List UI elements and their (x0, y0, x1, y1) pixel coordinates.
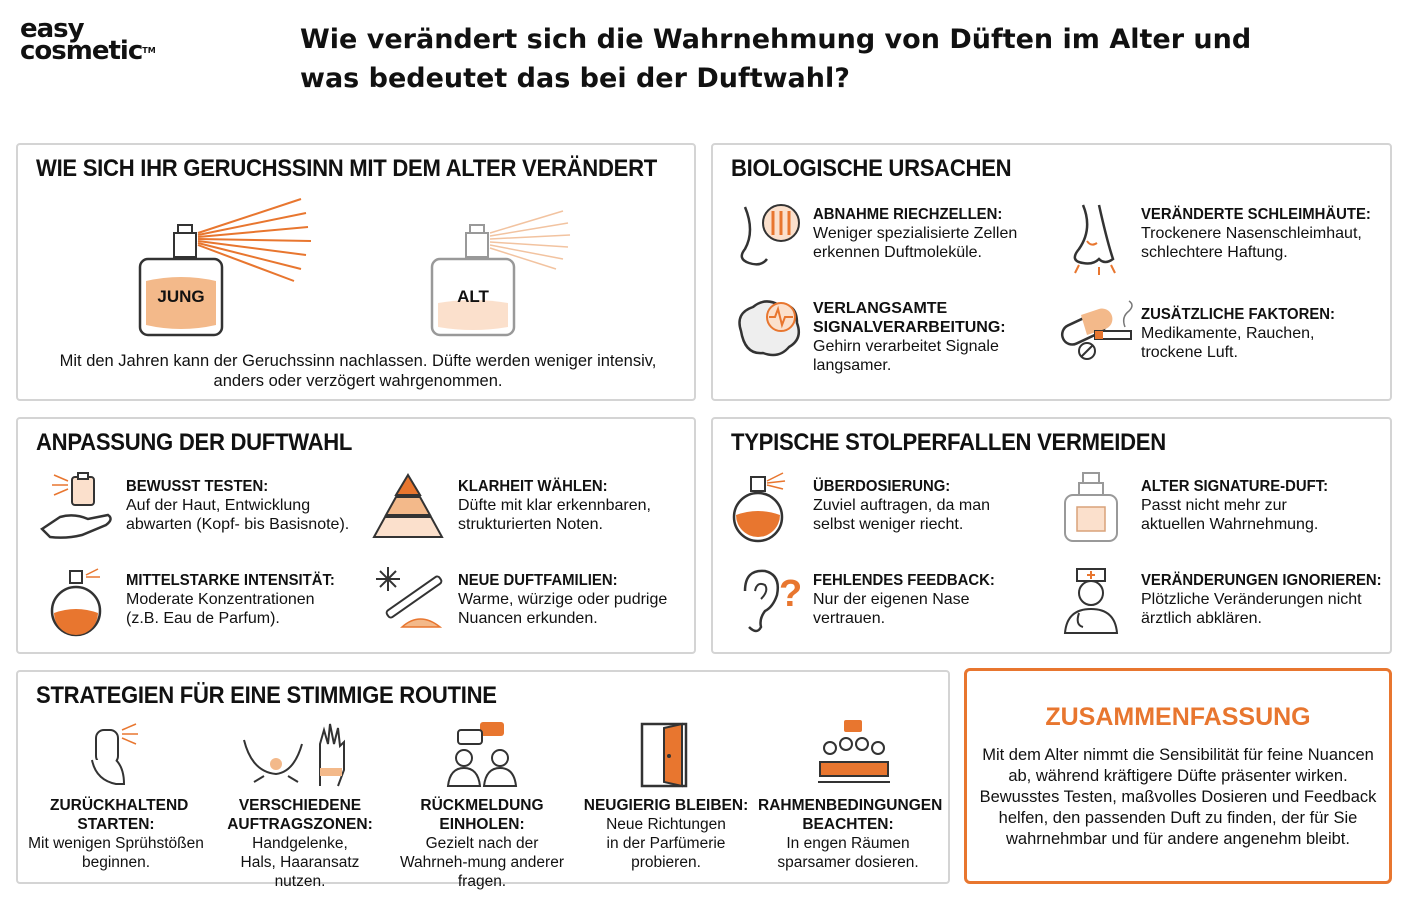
strategies-heading: STRATEGIEN FÜR EINE STIMMIGE ROUTINE (36, 682, 497, 709)
summary-text: Mit dem Alter nimmt die Sensibilität für feine Nuancen ab, während kräftigere Düfte präsenter wirken. Bewusstes Testen, maßvolles Dosieren und Feedback helfen, den passenden Duft zu finden, der für Sie wahrnehmbar und für andere angenehm bleibt. (979, 746, 1377, 848)
adapt-item-intensity-title: MITTELSTARKE INTENSITÄT: (126, 572, 335, 589)
young-perfume-icon (136, 193, 336, 343)
bio-item-factors-text: Medikamente, Rauchen, trockene Luft. (1141, 325, 1315, 361)
people-chat-icon (444, 720, 524, 790)
smell-change-heading: WIE SICH IHR GERUCHSSINN MIT DEM ALTER VERÄNDERT (36, 155, 657, 182)
bio-causes-heading: BIOLOGISCHE URSACHEN (731, 155, 1012, 182)
strategy-zones-text: Handgelenke, Hals, Haaransatz nutzen. (240, 835, 360, 890)
pitfall-item-signature-title: ALTER SIGNATURE-DUFT: (1141, 478, 1329, 495)
spray-bottle-icon (731, 473, 811, 543)
bio-item-signal-text: Gehirn verarbeitet Signale langsamer. (813, 338, 999, 374)
adapt-item-test-text: Auf der Haut, Entwicklung abwarten (Kopf- bis Basisnote). (126, 497, 350, 533)
spray-hand-icon (86, 720, 156, 790)
strategies-panel (16, 670, 950, 890)
neck-wrist-icon (240, 720, 350, 790)
strategy-start-text: Mit wenigen Sprühstößen beginnen. (28, 835, 204, 871)
page-title: Wie verändert sich die Wahrnehmung von Düften im Alter und was bedeutet das bei der Duftwahl? (300, 24, 1252, 94)
doctor-icon (1059, 567, 1139, 637)
bio-item-factors-title: ZUSÄTZLICHE FAKTOREN: (1141, 306, 1335, 323)
bio-item-membrane-text: Trockenere Nasenschleimhaut, schlechtere Haftung. (1141, 225, 1362, 261)
pitfall-item-ignore-text: Plötzliche Veränderungen nicht ärztlich abklären. (1141, 591, 1362, 627)
bio-item-cells-text: Weniger spezialisierte Zellen erkennen Duftmoleküle. (813, 225, 1018, 261)
pitfall-item-overdose-text: Zuviel auftragen, da man selbst weniger riecht. (813, 497, 990, 533)
pitfall-item-overdose-title: ÜBERDOSIERUNG: (813, 478, 951, 495)
pitfall-item-ignore-title: VERÄNDERUNGEN IGNORIEREN: (1141, 572, 1382, 589)
strategy-zones-title: VERSCHIEDENE AUFTRAGSZONEN: (227, 797, 373, 833)
old-bottle-icon (1059, 473, 1139, 543)
ear-question-icon (735, 567, 815, 637)
strategy-item-curious (576, 796, 756, 872)
adapt-panel (16, 417, 696, 654)
bio-item-membrane-title: VERÄNDERTE SCHLEIMHÄUTE: (1141, 206, 1371, 223)
old-perfume-icon (428, 193, 628, 343)
adapt-item-intensity-text: Moderate Konzentrationen (z.B. Eau de Parfum). (126, 591, 315, 627)
pitfalls-panel (711, 417, 1392, 654)
bio-item-signal-title: VERLANGSAMTE SIGNALVERARBEITUNG: (813, 300, 1006, 336)
summary-heading: ZUSAMMENFASSUNG (1045, 703, 1311, 731)
nose-membrane-icon (1059, 201, 1139, 271)
pitfall-item-feedback-title: FEHLENDES FEEDBACK: (813, 572, 995, 589)
adapt-item-clarity-text: Düfte mit klar erkennbaren, strukturierten Noten. (458, 497, 651, 533)
strategy-item-zones (210, 796, 390, 891)
strategy-curious-text: Neue Richtungen in der Parfümerie probieren. (606, 816, 726, 871)
strategy-feedback-text: Gezielt nach der Wahrneh-mung anderer fragen. (400, 835, 564, 890)
strategy-conditions-title: RAHMENBEDINGUNGEN BEACHTEN: (758, 797, 943, 833)
pill-cigarette-icon (1059, 301, 1139, 371)
pitfall-item-feedback-text: Nur der eigenen Nase vertrauen. (813, 591, 970, 627)
adapt-item-families-title: NEUE DUFTFAMILIEN: (458, 572, 618, 589)
pitfalls-heading: TYPISCHE STOLPERFALLEN VERMEIDEN (731, 429, 1166, 456)
strategy-start-title: ZURÜCKHALTEND STARTEN: (50, 797, 189, 833)
bio-causes-panel (711, 143, 1392, 401)
nose-cells-icon (731, 201, 811, 271)
open-door-icon (636, 720, 696, 790)
brand-trademark: TM (142, 46, 156, 55)
strategy-conditions-text: In engen Räumen sparsamer dosieren. (777, 835, 919, 871)
young-label: JUNG (157, 287, 205, 306)
strategy-feedback-title: RÜCKMELDUNG EINHOLEN: (420, 797, 544, 833)
adapt-item-families-text: Warme, würzige oder pudrige Nuancen erkunden. (458, 591, 668, 627)
brand-logo (20, 14, 156, 66)
brain-icon (731, 295, 811, 365)
round-bottle-icon (48, 567, 128, 637)
adapt-item-clarity-title: KLARHEIT WÄHLEN: (458, 478, 608, 495)
brand-line2: cosmetic (20, 36, 143, 66)
brand-line1: easy (20, 14, 84, 44)
adapt-item-test-title: BEWUSST TESTEN: (126, 478, 269, 495)
hand-perfume-icon (38, 473, 118, 543)
meeting-room-icon (814, 720, 894, 790)
smell-caption: Mit den Jahren kann der Geruchssinn nachlassen. Düfte werden weniger intensiv, anders oder verzögert wahrgenommen. (59, 352, 657, 390)
smell-change-panel (16, 143, 696, 401)
strategy-item-start (26, 796, 206, 872)
strategy-item-conditions (758, 796, 943, 872)
old-label: ALT (457, 287, 489, 306)
bio-item-cells-title: ABNAHME RIECHZELLEN: (813, 206, 1003, 223)
adapt-heading: ANPASSUNG DER DUFTWAHL (36, 429, 353, 456)
summary-box (964, 668, 1392, 884)
strategy-curious-title: NEUGIERIG BLEIBEN: (583, 797, 749, 814)
strategy-item-feedback (392, 796, 572, 891)
pitfall-item-signature-text: Passt nicht mehr zur aktuellen Wahrnehmung. (1141, 497, 1319, 533)
pyramid-icon (372, 473, 452, 543)
question-mark-icon: ? (779, 573, 803, 615)
spices-icon (372, 567, 452, 637)
